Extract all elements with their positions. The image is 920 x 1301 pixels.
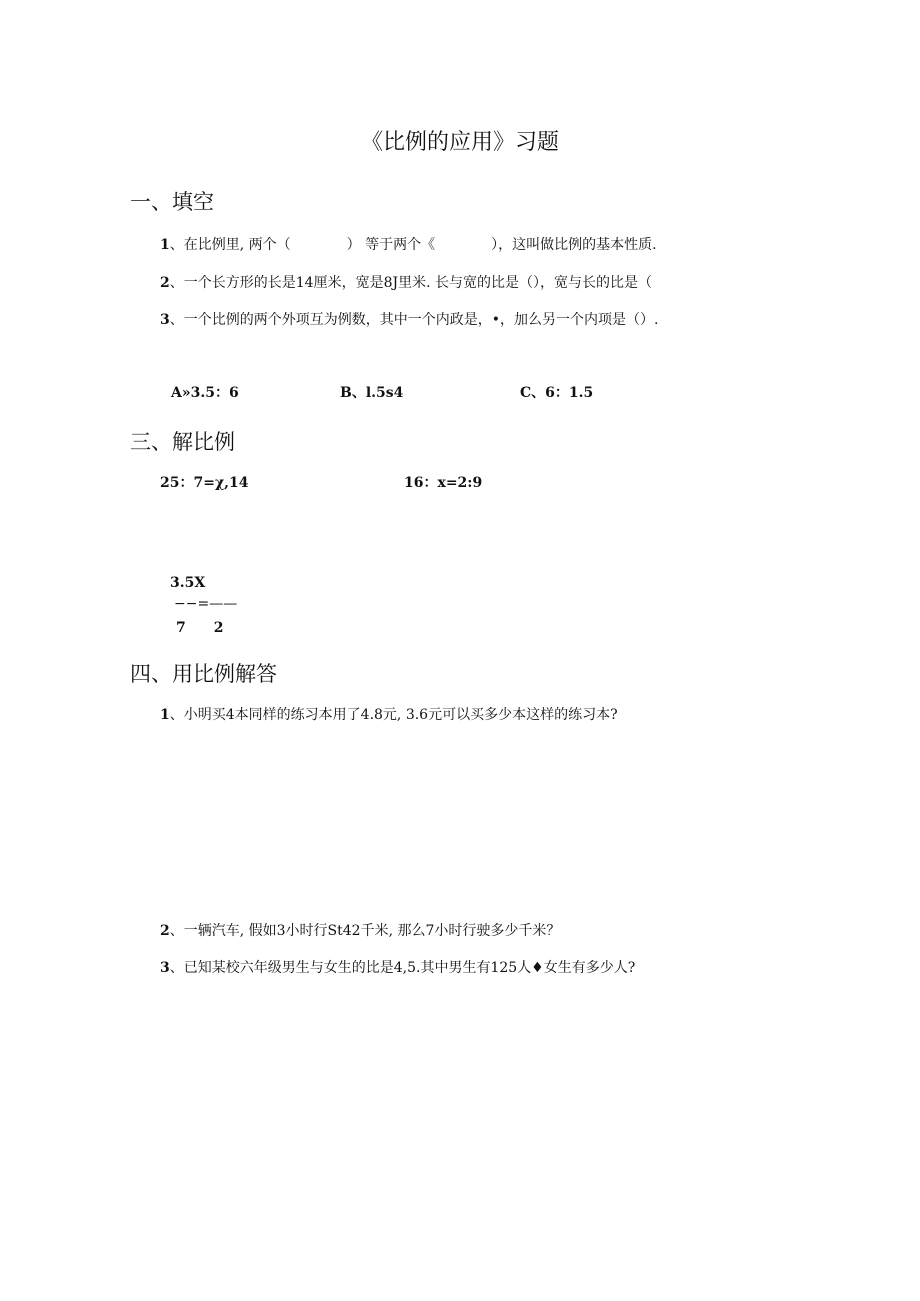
section-heading-solve-proportion: 三、解比例: [130, 430, 235, 454]
word-problem-3: [160, 957, 635, 977]
question-text: 、已知某校六年级男生与女生的比是4,5.其中男生有125人♦女生有多少人?: [169, 960, 636, 976]
question-number: 2: [160, 923, 170, 939]
word-problem-2: [160, 920, 560, 940]
equation-1: 25：7=χ,14: [160, 475, 249, 491]
question-number: 3: [160, 312, 170, 328]
option-a: A»3.5：6: [171, 385, 239, 401]
question-text: 、一辆汽车, 假如3小时行St42千米, 那么7小时行驶多少千米？: [169, 923, 561, 939]
question-number: 1: [160, 707, 170, 723]
fill-blank-question-1: [160, 234, 657, 254]
fill-blank-question-2: [160, 272, 652, 292]
question-number: 1: [160, 237, 170, 253]
question-number: 3: [160, 960, 170, 976]
equation-3-denominator: 7 2: [176, 620, 224, 636]
equation-3-numerator: 3.5X: [170, 575, 206, 591]
question-text: 、一个长方形的长是14厘米，宽是8J里米. 长与宽的比是（），宽与长的比是（: [169, 275, 652, 291]
question-number: 2: [160, 275, 170, 291]
fill-blank-question-3: [160, 309, 658, 329]
page-title: 《比例的应用》习题: [360, 130, 559, 155]
option-b: B、l.5s4: [340, 385, 404, 401]
equation-3-fraction-line: −−=——: [174, 596, 238, 612]
question-text: 、小明买4本同样的练习本用了4.8元, 3.6元可以买多少本这样的练习本?: [169, 707, 618, 723]
equation-2: 16：x=2:9: [404, 475, 483, 491]
question-text: 、一个比例的两个外项互为例数，其中一个内政是，•，加么另一个内项是（）.: [169, 312, 659, 328]
section-heading-word-problems: 四、用比例解答: [130, 662, 277, 686]
question-text: 、在比例里, 两个（ ） 等于两个《 ），这叫做比例的基本性质.: [169, 237, 657, 253]
word-problem-1: [160, 704, 618, 724]
section-heading-fill-blank: 一、填空: [130, 190, 214, 214]
option-c: C、6：1.5: [520, 385, 594, 401]
